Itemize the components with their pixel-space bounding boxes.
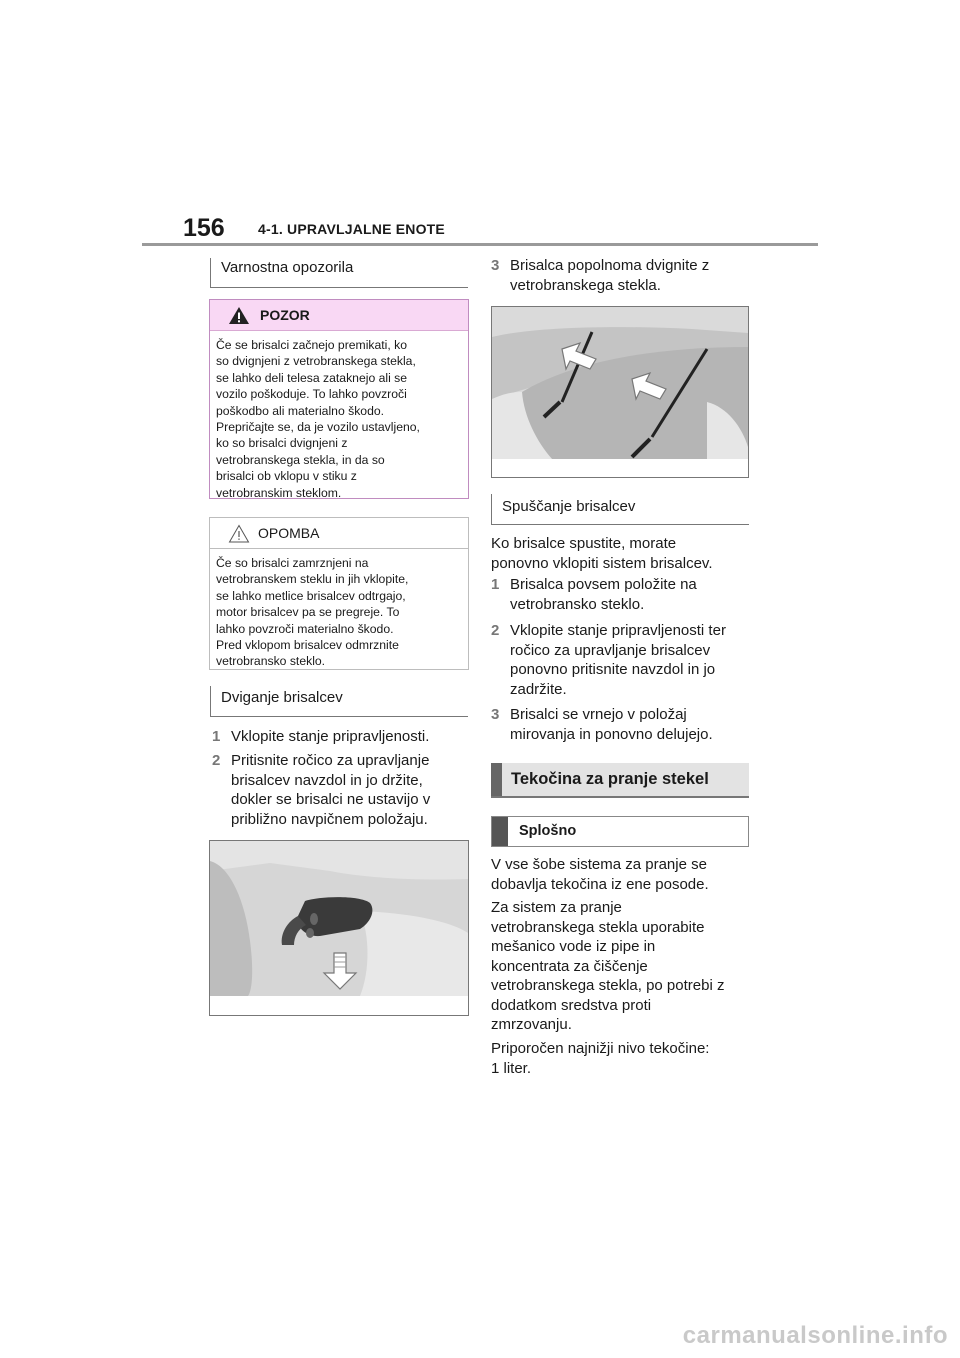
raised-wipers-drawing bbox=[492, 307, 748, 477]
warning-line: vetrobranskim steklom. bbox=[216, 485, 342, 500]
section-safety-warnings bbox=[210, 258, 468, 288]
step-line: Pritisnite ročico za upravljanje bbox=[231, 752, 430, 769]
step-number: 3 bbox=[491, 257, 500, 274]
warning-line: vetrobranskega stekla, in da so bbox=[216, 452, 385, 467]
paragraph-line: Ko brisalce spustite, morate bbox=[491, 535, 677, 552]
note-line: motor brisalcev pa se pregreje. To bbox=[216, 605, 400, 620]
paragraph-line: zmrzovanju. bbox=[491, 1016, 572, 1033]
paragraph bbox=[491, 898, 753, 1035]
note-line: se lahko metlice brisalcev odtrgajo, bbox=[216, 588, 406, 603]
heading-fluid: Tekočina za pranje stekel bbox=[511, 770, 709, 788]
step-line: Brisalci se vrnejo v položaj bbox=[510, 706, 687, 723]
step-item bbox=[491, 256, 753, 295]
warning-line: Prepričajte se, da je vozilo ustavljeno, bbox=[216, 420, 420, 435]
wiper-lever-drawing bbox=[210, 841, 468, 1015]
note-line: vetrobransko steklo. bbox=[216, 654, 326, 669]
warning-line: brisalci ob vklopu v stiku z bbox=[216, 469, 357, 484]
note-box bbox=[209, 517, 469, 670]
step-line: brisalcev navzdol in jo držite, bbox=[231, 771, 423, 789]
paragraph-line: vetrobranskega stekla uporabite bbox=[491, 918, 705, 936]
paragraph-line: ponovno vklopiti sistem brisalcev. bbox=[491, 554, 713, 572]
raised-wipers-illustration bbox=[491, 306, 749, 478]
warning-line: so dvignjeni z vetrobranskega stekla, bbox=[216, 354, 416, 369]
step-line: vetrobranskega stekla. bbox=[510, 276, 661, 294]
chapter-title: 4-1. UPRAVLJALNE ENOTE bbox=[258, 221, 445, 237]
header-divider bbox=[142, 243, 818, 246]
paragraph-line: Priporočen najnižji nivo tekočine: bbox=[491, 1040, 710, 1057]
warning-line: Če se brisalci začnejo premikati, ko bbox=[216, 338, 408, 352]
subheading-marker bbox=[492, 817, 508, 846]
warning-header bbox=[210, 300, 468, 331]
paragraph-line: V vse šobe sistema za pranje se bbox=[491, 856, 707, 873]
paragraph-line: dodatkom sredstva proti bbox=[491, 996, 652, 1014]
step-line: ponovno pritisnite navzdol in jo bbox=[510, 661, 716, 678]
page-number: 156 bbox=[183, 214, 225, 242]
note-title: OPOMBA bbox=[258, 525, 320, 541]
paragraph bbox=[491, 1039, 753, 1078]
section-raise-label: Dviganje brisalcev bbox=[221, 689, 343, 706]
step-text bbox=[491, 256, 753, 295]
step-number: 1 bbox=[212, 728, 221, 745]
step-number: 2 bbox=[491, 622, 500, 639]
note-line: lahko povzroči materialno škodo. bbox=[216, 621, 394, 636]
warning-line: vozilo poškoduje. To lahko povzroči bbox=[216, 387, 407, 402]
step-text bbox=[212, 727, 472, 747]
section-safety-label: Varnostna opozorila bbox=[221, 259, 354, 276]
step-number: 3 bbox=[491, 706, 500, 723]
step-line: Brisalca povsem položite na bbox=[510, 576, 697, 593]
step-text bbox=[491, 575, 753, 614]
paragraph-line: koncentrata za čiščenje bbox=[491, 957, 648, 975]
paragraph-line: dobavlja tekočina iz ene posode. bbox=[491, 875, 709, 893]
step-line: Vklopite stanje pripravljenosti. bbox=[231, 728, 430, 745]
subheading-general: Splošno bbox=[519, 823, 577, 839]
note-header bbox=[210, 518, 468, 549]
note-line: Če so brisalci zamrznjeni na bbox=[216, 556, 369, 570]
caution-triangle-icon bbox=[228, 524, 250, 543]
step-line: Vklopite stanje pripravljenosti ter bbox=[510, 622, 726, 639]
note-line: vetrobranskem steklu in jih vklopite, bbox=[216, 572, 409, 587]
note-line: Pred vklopom brisalcev odmrznite bbox=[216, 638, 399, 653]
step-line: ročico za upravljanje brisalcev bbox=[510, 641, 711, 659]
step-item bbox=[491, 575, 753, 614]
paragraph bbox=[491, 855, 753, 894]
heading-marker bbox=[491, 763, 502, 796]
paragraph-line: Za sistem za pranje bbox=[491, 899, 622, 916]
subheading-bar bbox=[491, 816, 749, 847]
step-item bbox=[491, 621, 753, 699]
paragraph-line: 1 liter. bbox=[491, 1059, 532, 1077]
warning-line: ko so brisalci dvignjeni z bbox=[216, 436, 348, 451]
warning-text bbox=[210, 331, 468, 501]
section-heading-bar bbox=[491, 763, 749, 798]
step-line: Brisalca popolnoma dvignite z bbox=[510, 257, 710, 274]
step-line: mirovanja in ponovno delujejo. bbox=[510, 725, 713, 743]
step-text bbox=[491, 705, 753, 744]
warning-line: se lahko deli telesa zataknejo ali se bbox=[216, 370, 408, 385]
step-line: vetrobransko steklo. bbox=[510, 595, 645, 613]
step-item bbox=[491, 705, 753, 744]
paragraph-line: mešanico vode iz pipe in bbox=[491, 938, 656, 955]
step-item bbox=[212, 751, 472, 829]
step-item bbox=[212, 727, 472, 747]
step-line: zadržite. bbox=[510, 680, 567, 698]
site-watermark: carmanualsonline.info bbox=[682, 1322, 948, 1349]
note-text bbox=[210, 549, 468, 670]
intro-paragraph bbox=[491, 534, 753, 573]
warning-line: poškodbo ali materialno škodo. bbox=[216, 403, 385, 418]
step-text bbox=[212, 751, 472, 829]
step-text bbox=[491, 621, 753, 699]
step-line: približno navpičnem položaju. bbox=[231, 810, 428, 828]
warning-box bbox=[209, 299, 469, 499]
step-number: 1 bbox=[491, 576, 500, 593]
step-number: 2 bbox=[212, 752, 221, 769]
section-lower-wipers bbox=[491, 494, 749, 525]
section-lower-label: Spuščanje brisalcev bbox=[502, 498, 636, 515]
warning-triangle-icon bbox=[228, 306, 250, 325]
step-line: dokler se brisalci ne ustavijo v bbox=[231, 791, 431, 808]
wiper-lever-illustration bbox=[209, 840, 469, 1016]
warning-title: POZOR bbox=[260, 307, 310, 323]
paragraph-line: vetrobranskega stekla, po potrebi z bbox=[491, 977, 725, 994]
section-raise-wipers bbox=[210, 686, 468, 717]
